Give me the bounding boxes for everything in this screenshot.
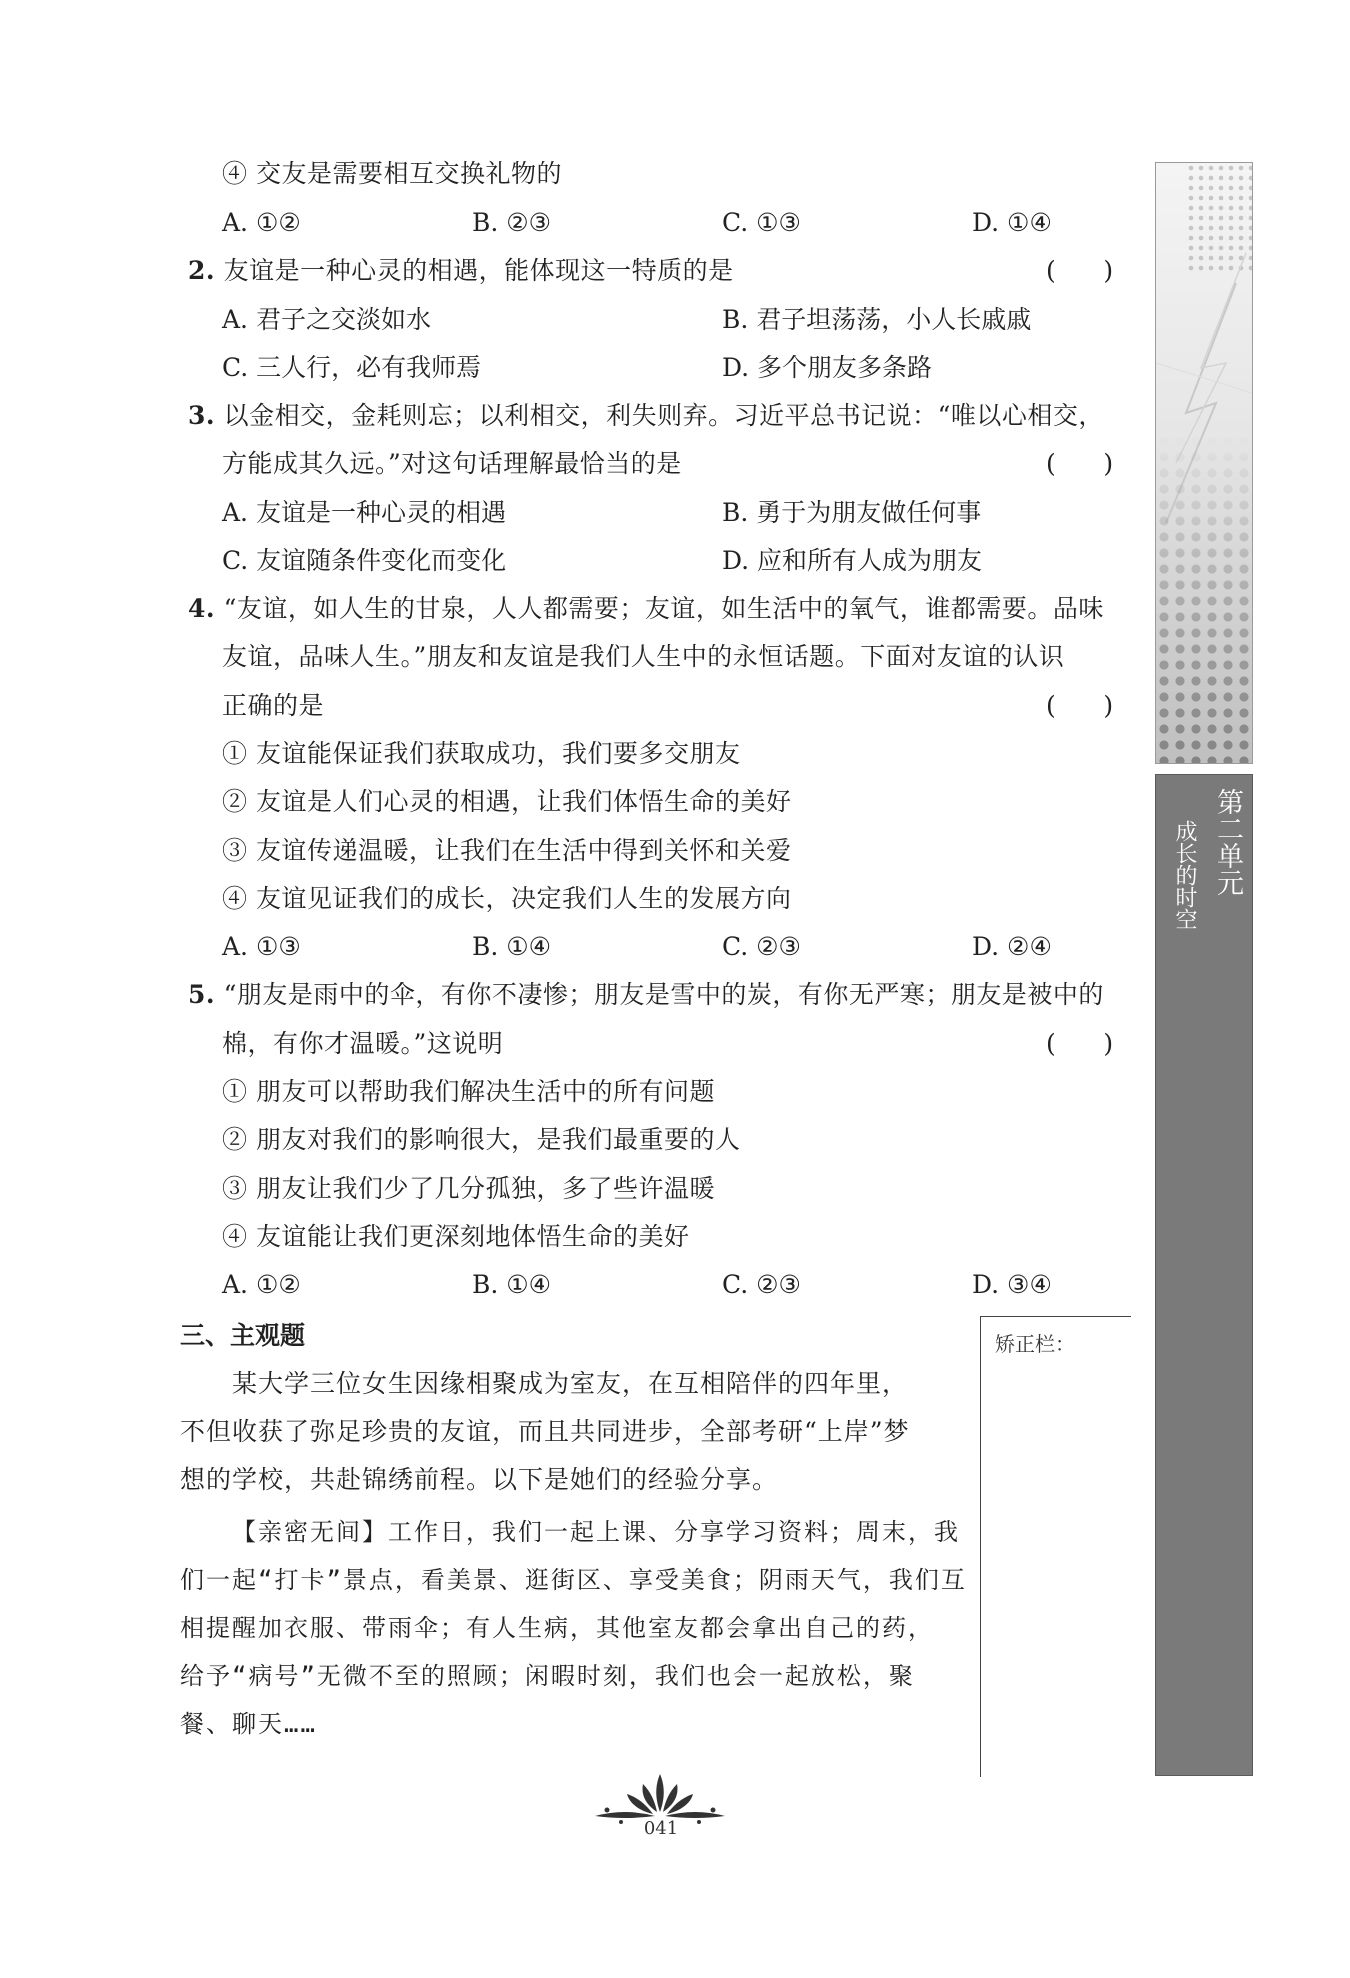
q3-stem-line1 — [188, 398, 1104, 434]
q4-option-a: A. ①③ — [222, 932, 301, 961]
section-3-para1-line2: 不但收获了弥足珍贵的友谊，而且共同进步，全部考研“上岸”梦 — [180, 1417, 910, 1446]
unit-subtitle: 成长的时空 — [1172, 820, 1197, 930]
q3-option-d: D. 应和所有人成为朋友 — [722, 546, 983, 575]
q5-item-1: ① 朋友可以帮助我们解决生活中的所有问题 — [222, 1077, 715, 1106]
q4-option-c: C. ②③ — [722, 932, 801, 961]
q2-option-d: D. 多个朋友多条路 — [722, 353, 933, 382]
q5-item-3: ③ 朋友让我们少了几分孤独，多了些许温暖 — [222, 1174, 715, 1203]
q1-option-b: B. ②③ — [472, 208, 552, 237]
correction-box — [980, 1316, 1131, 1777]
section-3-para2-line4: 给予“病号”无微不至的照顾；闲暇时刻，我们也会一起放松，聚 — [180, 1662, 915, 1690]
q3-number: 3. — [188, 401, 216, 430]
halftone-bottom-pattern — [1156, 433, 1252, 763]
q2-stem-text: 友谊是一种心灵的相遇，能体现这一特质的是 — [223, 256, 734, 285]
q4-stem-line3: 正确的是 — [222, 691, 325, 720]
q3-stem-text-1: 以金相交，金耗则忘；以利相交，利失则弃。习近平总书记说：“唯以心相交， — [223, 401, 1104, 430]
section-3-title: 三、主观题 — [180, 1321, 306, 1350]
correction-label: 矫正栏： — [995, 1332, 1075, 1356]
q2-answer-paren: ( ) — [1046, 256, 1114, 285]
q5-option-d: D. ③④ — [972, 1270, 1052, 1299]
q2-option-a: A. 君子之交淡如水 — [222, 305, 431, 334]
q1-option-c: C. ①③ — [722, 208, 801, 237]
q4-number: 4. — [188, 594, 216, 623]
q1-option-d: D. ①④ — [972, 208, 1052, 237]
q5-stem-line1 — [188, 977, 1104, 1013]
section-3-para2-line1: 【亲密无间】工作日，我们一起上课、分享学习资料；周末，我 — [232, 1518, 960, 1546]
sidebar-decorative-panel — [1155, 162, 1253, 764]
q5-stem-line2: 棉，有你才温暖。”这说明 — [222, 1029, 504, 1058]
q5-option-b: B. ①④ — [472, 1270, 552, 1299]
page-number: 041 — [643, 1818, 679, 1839]
q3-answer-paren: ( ) — [1046, 449, 1114, 478]
q5-option-c: C. ②③ — [722, 1270, 801, 1299]
q4-option-d: D. ②④ — [972, 932, 1052, 961]
q3-option-a: A. 友谊是一种心灵的相遇 — [222, 498, 506, 527]
section-3-para2-line2: 们一起“打卡”景点，看美景、逛街区、享受美食；阴雨天气，我们互 — [180, 1566, 967, 1594]
q4-answer-paren: ( ) — [1046, 691, 1114, 720]
q5-stem-text-1: “朋友是雨中的伞，有你不凄惨；朋友是雪中的炭，有你无严寒；朋友是被中的 — [223, 980, 1104, 1009]
q2-number: 2. — [188, 256, 216, 285]
q4-stem-line1 — [188, 591, 1104, 627]
q2-option-b: B. 君子坦荡荡，小人长戚戚 — [722, 305, 1032, 334]
section-3-para2-line5: 餐、聊天…… — [180, 1710, 317, 1738]
q1-item-4: ④ 交友是需要相互交换礼物的 — [222, 159, 562, 188]
q5-option-a: A. ①② — [222, 1270, 301, 1299]
q4-item-3: ③ 友谊传递温暖，让我们在生活中得到关怀和关爱 — [222, 836, 792, 865]
q4-stem-line2: 友谊，品味人生。”朋友和友谊是我们人生中的永恒话题。下面对友谊的认识 — [222, 642, 1065, 671]
section-3-para1-line3: 想的学校，共赴锦绣前程。以下是她们的经验分享。 — [180, 1465, 779, 1494]
unit-title: 第二单元 — [1212, 788, 1243, 896]
q4-item-4: ④ 友谊见证我们的成长，决定我们人生的发展方向 — [222, 884, 792, 913]
q2-option-c: C. 三人行，必有我师焉 — [222, 353, 482, 382]
q5-item-4: ④ 友谊能让我们更深刻地体悟生命的美好 — [222, 1222, 690, 1251]
q3-option-c: C. 友谊随条件变化而变化 — [222, 546, 507, 575]
q3-stem-line2: 方能成其久远。”对这句话理解最恰当的是 — [222, 449, 682, 478]
section-3-para1-line1: 某大学三位女生因缘相聚成为室友，在互相陪伴的四年里， — [232, 1369, 909, 1398]
q4-stem-text-1: “友谊，如人生的甘泉，人人都需要；友谊，如生活中的氧气，谁都需要。品味 — [223, 594, 1104, 623]
q5-item-2: ② 朋友对我们的影响很大，是我们最重要的人 — [222, 1125, 741, 1154]
q1-option-a: A. ①② — [222, 208, 301, 237]
section-3-para2-line3: 相提醒加衣服、带雨伞；有人生病，其他室友都会拿出自己的药， — [180, 1614, 934, 1642]
q4-item-2: ② 友谊是人们心灵的相遇，让我们体悟生命的美好 — [222, 787, 792, 816]
q2-stem — [188, 253, 734, 289]
q5-answer-paren: ( ) — [1046, 1029, 1114, 1058]
q5-number: 5. — [188, 980, 216, 1009]
q3-option-b: B. 勇于为朋友做任何事 — [722, 498, 982, 527]
q4-item-1: ① 友谊能保证我们获取成功，我们要多交朋友 — [222, 739, 741, 768]
q4-option-b: B. ①④ — [472, 932, 552, 961]
